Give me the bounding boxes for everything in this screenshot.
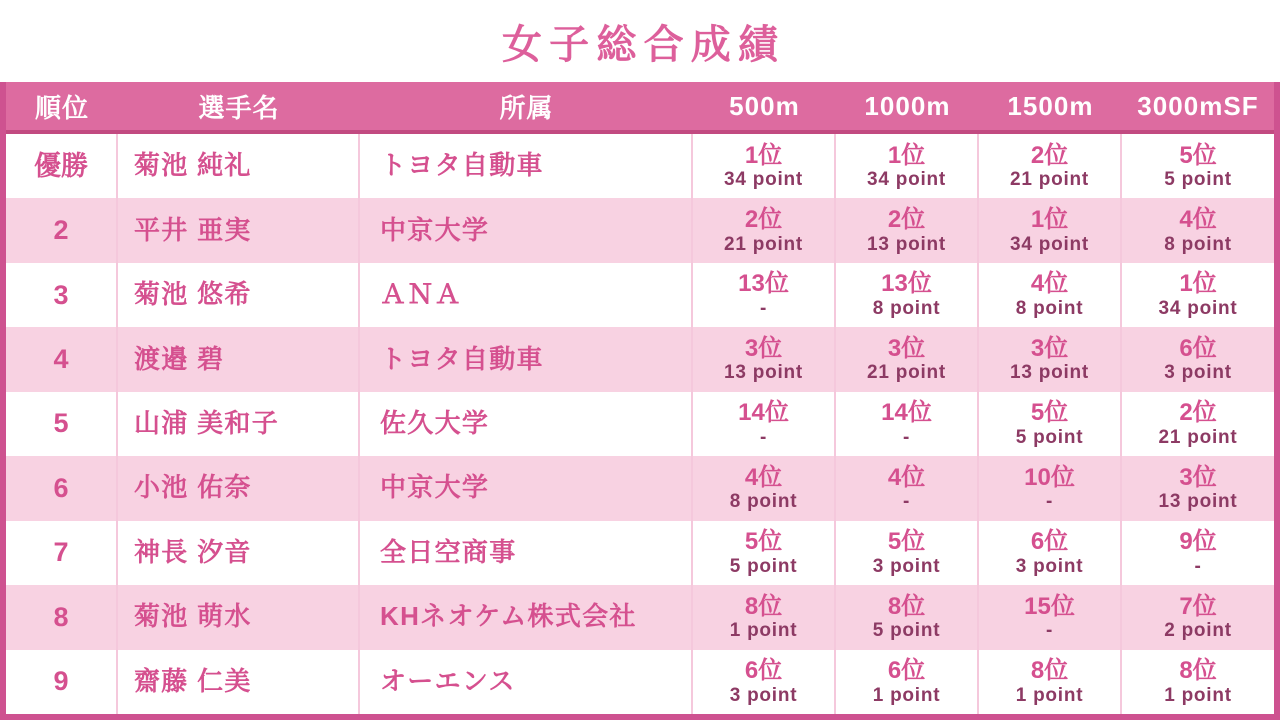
result-cell — [979, 198, 1122, 262]
athlete-name-cell — [118, 456, 360, 520]
place-value: 1位 — [887, 141, 926, 169]
result-cell — [979, 134, 1122, 198]
result-cell — [836, 198, 979, 262]
team-name: KHネオケム株式会社 — [380, 601, 637, 632]
place-value: 9位 — [1179, 528, 1217, 556]
place-value: 7位 — [1179, 592, 1217, 620]
point-value: 5 point — [1164, 169, 1232, 191]
result-cell — [1122, 585, 1274, 649]
table-row — [6, 134, 1274, 198]
point-value: 1 point — [1164, 684, 1232, 706]
rank-value: 4 — [53, 344, 69, 374]
result-cell — [693, 585, 836, 649]
team-cell — [360, 392, 693, 456]
place-value: 2位 — [887, 205, 926, 233]
athlete-name: 山浦 美和子 — [134, 408, 280, 439]
result-cell — [836, 392, 979, 456]
team-cell — [360, 198, 693, 262]
point-value: 1 point — [1015, 684, 1084, 706]
rank-cell — [6, 521, 118, 585]
place-value: 8位 — [1179, 657, 1217, 684]
result-cell — [979, 327, 1122, 391]
place-value: 13位 — [881, 270, 932, 298]
result-cell — [836, 134, 979, 198]
point-value: 1 point — [872, 684, 941, 706]
place-value: 14位 — [738, 399, 789, 427]
athlete-name-cell — [118, 650, 360, 714]
place-value: 4位 — [1179, 205, 1217, 233]
rank-value: 7 — [53, 537, 69, 568]
place-value: 6位 — [887, 657, 926, 684]
athlete-name-cell — [118, 198, 360, 262]
team-cell — [360, 134, 693, 198]
result-cell — [836, 650, 979, 714]
place-value: 4位 — [744, 463, 783, 491]
result-cell — [1122, 521, 1274, 585]
result-cell — [693, 392, 836, 456]
place-value: 8位 — [887, 592, 926, 620]
athlete-name: 菊池 純礼 — [134, 150, 252, 181]
rank-cell — [6, 327, 118, 391]
team-cell — [360, 456, 693, 520]
place-value: 3位 — [744, 334, 783, 362]
point-value: 13 point — [1010, 362, 1089, 384]
place-value: 3位 — [1030, 334, 1069, 362]
place-value: 6位 — [1030, 528, 1069, 556]
athlete-name: 平井 亜実 — [134, 214, 252, 245]
team-cell — [360, 263, 693, 327]
rank-value: 9 — [53, 666, 69, 697]
result-cell — [693, 198, 836, 262]
place-value: 5位 — [1030, 399, 1069, 427]
rank-value: 3 — [53, 279, 69, 310]
result-cell — [693, 456, 836, 520]
result-cell — [693, 650, 836, 714]
team-cell — [360, 650, 693, 714]
place-value: 10位 — [1024, 463, 1075, 491]
results-table — [0, 82, 1280, 720]
place-value: 1位 — [1179, 270, 1217, 298]
result-cell — [979, 456, 1122, 520]
team-name: 佐久大学 — [380, 408, 490, 439]
point-value: 34 point — [867, 169, 946, 191]
point-value: 13 point — [1158, 491, 1238, 513]
result-cell — [836, 585, 979, 649]
athlete-name-cell — [118, 263, 360, 327]
result-cell — [979, 521, 1122, 585]
place-value: 2位 — [744, 205, 783, 233]
place-value: 1位 — [744, 141, 783, 169]
point-value: 34 point — [1158, 297, 1238, 319]
point-value: - — [1045, 620, 1054, 642]
place-value: 2位 — [1030, 141, 1069, 169]
athlete-name-cell — [118, 327, 360, 391]
athlete-name: 渡邉 碧 — [134, 343, 225, 374]
result-cell — [979, 392, 1122, 456]
result-cell — [1122, 650, 1274, 714]
point-value: 3 point — [729, 684, 798, 706]
place-value: 2位 — [1179, 399, 1217, 427]
team-cell — [360, 585, 693, 649]
rank-value: 2 — [53, 215, 69, 246]
result-cell — [1122, 134, 1274, 198]
table-row — [6, 521, 1274, 585]
table-row — [6, 198, 1274, 262]
place-value: 13位 — [738, 270, 789, 298]
table-header-row — [6, 82, 1274, 134]
rank-cell — [6, 392, 118, 456]
point-value: 3 point — [1164, 362, 1232, 384]
result-cell — [836, 327, 979, 391]
column-header-name: 選手名 — [198, 92, 280, 123]
place-value: 3位 — [887, 334, 926, 362]
result-cell — [1122, 456, 1274, 520]
athlete-name-cell — [118, 134, 360, 198]
place-value: 3位 — [1179, 463, 1217, 491]
column-header-3000msf: 3000mSF — [1137, 90, 1259, 121]
athlete-name-cell — [118, 392, 360, 456]
point-value: 8 point — [729, 491, 798, 513]
place-value: 14位 — [881, 399, 932, 427]
rank-value: 8 — [53, 601, 69, 632]
point-value: 13 point — [724, 362, 803, 384]
point-value: 2 point — [1164, 620, 1232, 642]
place-value: 8位 — [1030, 657, 1069, 684]
rank-value: 5 — [53, 408, 69, 439]
rank-cell — [6, 134, 118, 198]
team-name: オーエンス — [380, 665, 516, 696]
team-name: ＡＮＡ — [380, 279, 462, 310]
rank-cell — [6, 263, 118, 327]
point-value: 34 point — [724, 169, 803, 191]
table-row — [6, 456, 1274, 520]
team-name: トヨタ自動車 — [380, 343, 544, 374]
result-cell — [979, 263, 1122, 327]
point-value: 8 point — [872, 297, 941, 319]
table-body — [6, 134, 1274, 714]
column-header-1000m: 1000m — [864, 90, 951, 121]
column-header-500m: 500m — [729, 90, 800, 121]
table-row — [6, 327, 1274, 391]
point-value: - — [1045, 491, 1054, 513]
team-name: 中京大学 — [380, 472, 490, 503]
athlete-name: 小池 佑奈 — [134, 472, 252, 503]
point-value: - — [1194, 555, 1202, 577]
point-value: - — [902, 491, 911, 513]
place-value: 5位 — [887, 528, 926, 556]
place-value: 6位 — [1179, 334, 1217, 362]
place-value: 5位 — [744, 528, 783, 556]
athlete-name: 齋藤 仁美 — [134, 665, 252, 696]
result-cell — [979, 650, 1122, 714]
table-row — [6, 392, 1274, 456]
team-name: トヨタ自動車 — [380, 150, 544, 181]
place-value: 5位 — [1179, 141, 1217, 169]
result-cell — [836, 456, 979, 520]
rank-cell — [6, 456, 118, 520]
result-cell — [693, 521, 836, 585]
point-value: 5 point — [1015, 426, 1084, 448]
rank-value: 6 — [53, 472, 69, 503]
athlete-name: 菊池 悠希 — [134, 279, 252, 310]
point-value: - — [902, 426, 911, 448]
point-value: 21 point — [1010, 169, 1089, 191]
result-cell — [836, 263, 979, 327]
place-value: 15位 — [1024, 592, 1075, 620]
table-row — [6, 585, 1274, 649]
point-value: 21 point — [1158, 426, 1238, 448]
point-value: 5 point — [729, 555, 798, 577]
point-value: 8 point — [1164, 233, 1232, 255]
team-name: 全日空商事 — [380, 536, 517, 567]
athlete-name-cell — [118, 585, 360, 649]
rank-cell — [6, 650, 118, 714]
page-title: 女子総合成績 — [501, 22, 786, 67]
rank-cell — [6, 198, 118, 262]
column-header-team: 所属 — [499, 92, 554, 123]
rank-value: 優勝 — [34, 150, 88, 181]
result-cell — [693, 327, 836, 391]
result-cell — [693, 263, 836, 327]
result-cell — [836, 521, 979, 585]
result-cell — [1122, 263, 1274, 327]
place-value: 8位 — [744, 592, 783, 620]
table-row — [6, 263, 1274, 327]
place-value: 4位 — [887, 463, 926, 491]
point-value: 1 point — [729, 620, 798, 642]
column-header-rank: 順位 — [34, 92, 90, 123]
place-value: 1位 — [1030, 205, 1069, 233]
point-value: 3 point — [1015, 555, 1084, 577]
result-cell — [693, 134, 836, 198]
point-value: 34 point — [1010, 233, 1089, 255]
athlete-name-cell — [118, 521, 360, 585]
result-cell — [1122, 198, 1274, 262]
result-cell — [1122, 392, 1274, 456]
team-cell — [360, 521, 693, 585]
point-value: 8 point — [1015, 297, 1084, 319]
place-value: 6位 — [744, 657, 783, 684]
team-name: 中京大学 — [380, 214, 490, 245]
point-value: 5 point — [872, 620, 941, 642]
result-cell — [1122, 327, 1274, 391]
point-value: 13 point — [867, 233, 946, 255]
point-value: - — [759, 297, 768, 319]
point-value: 21 point — [724, 233, 803, 255]
place-value: 4位 — [1030, 270, 1069, 298]
result-cell — [979, 585, 1122, 649]
team-cell — [360, 327, 693, 391]
table-row — [6, 650, 1274, 714]
rank-cell — [6, 585, 118, 649]
point-value: 21 point — [867, 362, 946, 384]
athlete-name: 神長 汐音 — [134, 536, 252, 567]
point-value: 3 point — [872, 555, 941, 577]
column-header-1500m: 1500m — [1007, 90, 1094, 121]
point-value: - — [759, 426, 768, 448]
athlete-name: 菊池 萌水 — [134, 601, 252, 632]
